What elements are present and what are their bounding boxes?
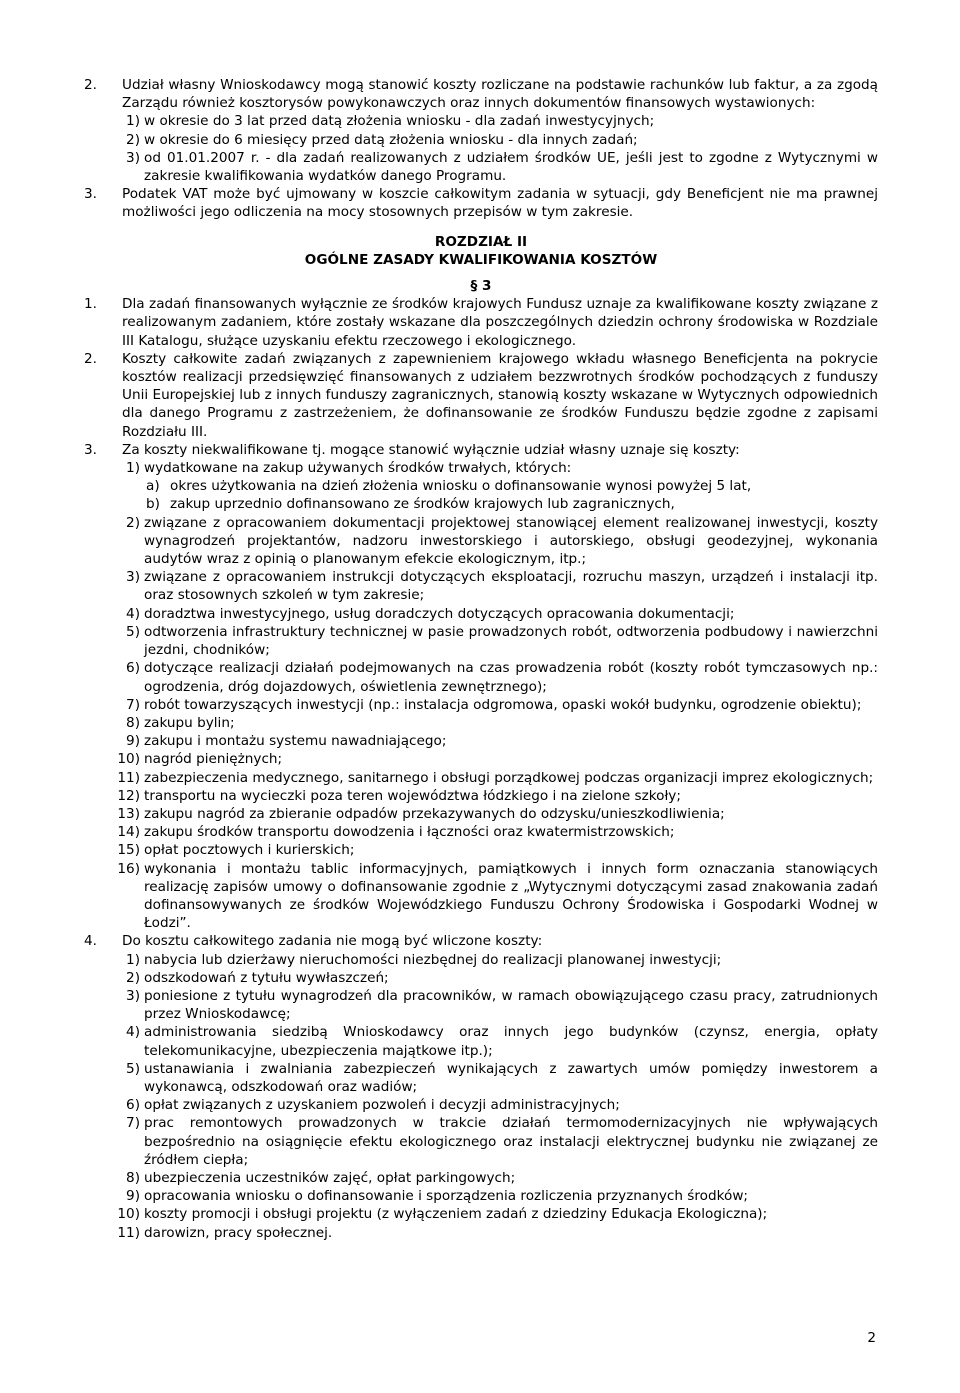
list-item bbox=[84, 441, 878, 459]
sub-item-text: opracowania wniosku o dofinansowanie i sporządzenia rozliczenia przyznanych środków; bbox=[144, 1188, 749, 1205]
sub-item bbox=[84, 1060, 878, 1096]
sub-item-number: 4) bbox=[126, 1024, 140, 1041]
sub-item bbox=[84, 459, 878, 477]
sub-item bbox=[84, 1096, 878, 1114]
list-item bbox=[84, 350, 878, 441]
sub-item bbox=[84, 1205, 878, 1223]
list-item bbox=[84, 185, 878, 221]
list-item bbox=[84, 295, 878, 350]
sub-item bbox=[84, 131, 878, 149]
section-list-1 bbox=[84, 76, 878, 222]
sub-item bbox=[84, 841, 878, 859]
sub-item-text: ustanawiania i zwalniania zabezpieczeń wynikających z zawartych umów pomiędzy inwestorem a wykonawcą, odszkodowań oraz wadiów; bbox=[144, 1060, 878, 1095]
sub-item-number: 16) bbox=[117, 860, 140, 877]
sub-item-number: 10) bbox=[117, 751, 140, 768]
sub-item bbox=[84, 514, 878, 569]
sub-item-text: zabezpieczenia medycznego, sanitarnego i obsługi porządkowej podczas organizacji imprez ekologicznych; bbox=[144, 769, 874, 786]
sub-sub-item-number: b) bbox=[146, 496, 160, 513]
sub-item bbox=[84, 1023, 878, 1059]
sub-item-text: w okresie do 6 miesięcy przed datą złożenia wniosku - dla innych zadań; bbox=[144, 131, 638, 148]
sub-sub-item-number: a) bbox=[146, 478, 160, 495]
sub-item bbox=[84, 969, 878, 987]
section-list-2 bbox=[84, 295, 878, 1242]
list-item bbox=[84, 76, 878, 112]
sub-item-number: 7) bbox=[126, 696, 140, 713]
item-text: Udział własny Wnioskodawcy mogą stanowić koszty rozliczane na podstawie rachunków lub faktur, a za zgodą Zarządu również kosztorysów powykonawczych oraz innych dokumentów finansowych wystawionych: bbox=[122, 77, 878, 112]
sub-item bbox=[84, 732, 878, 750]
list-item bbox=[84, 932, 878, 950]
sub-item bbox=[84, 605, 878, 623]
sub-item-number: 2) bbox=[126, 131, 140, 148]
sub-item bbox=[84, 568, 878, 604]
sub-sub-item-text: zakup uprzednio dofinansowano ze środków krajowych lub zagranicznych, bbox=[170, 496, 675, 513]
sub-item-number: 3) bbox=[126, 987, 140, 1004]
document-body bbox=[84, 76, 878, 1242]
sub-item-text: opłat pocztowych i kurierskich; bbox=[144, 842, 355, 859]
item-text: Za koszty niekwalifikowane tj. mogące stanowić wyłącznie udział własny uznaje się koszty: bbox=[122, 441, 740, 458]
sub-item-number: 12) bbox=[117, 787, 140, 804]
item-number: 1. bbox=[84, 296, 97, 313]
sub-item-text: doradztwa inwestycyjnego, usług doradczych dotyczących opracowania dokumentacji; bbox=[144, 605, 735, 622]
sub-item bbox=[84, 1187, 878, 1205]
sub-item-text: ubezpieczenia uczestników zajęć, opłat parkingowych; bbox=[144, 1169, 516, 1186]
sub-item bbox=[84, 987, 878, 1023]
item-text: Podatek VAT może być ujmowany w koszcie całkowitym zadania w sytuacji, gdy Beneficjent nie ma prawnej możliwości jego odliczenia na mocy stosownych przepisów w tym zakresie. bbox=[122, 186, 878, 221]
sub-item-number: 13) bbox=[117, 805, 140, 822]
sub-item bbox=[84, 112, 878, 130]
sub-item bbox=[84, 623, 878, 659]
sub-item-number: 6) bbox=[126, 1097, 140, 1114]
item-number: 3. bbox=[84, 186, 97, 203]
sub-item-number: 1) bbox=[126, 951, 140, 968]
item-text: Dla zadań finansowanych wyłącznie ze środków krajowych Fundusz uznaje za kwalifikowane koszty związane z realizowanym zadaniem, które zostały wskazane dla poszczególnych dziedzin ochrony środowiska w Rozdziale III Katalogu, służące uzyskaniu efektu rzeczowego i ekologicznego. bbox=[122, 296, 878, 349]
item-text: Do kosztu całkowitego zadania nie mogą być wliczone koszty: bbox=[122, 933, 543, 950]
sub-sub-item bbox=[84, 495, 878, 513]
sub-item-number: 2) bbox=[126, 514, 140, 531]
sub-item bbox=[84, 951, 878, 969]
sub-item bbox=[84, 1169, 878, 1187]
sub-item-text: prac remontowych prowadzonych w trakcie działań termomodernizacyjnych nie wpływających bezpośrednio na osiągnięcie efektu ekologicznego oraz instalacji elektrycznej budynku nie związanej ze źródłem ciepła; bbox=[144, 1115, 878, 1168]
item-number: 2. bbox=[84, 77, 97, 93]
sub-item-text: odszkodowań z tytułu wywłaszczeń; bbox=[144, 969, 389, 986]
sub-item-number: 1) bbox=[126, 460, 140, 477]
sub-item-number: 8) bbox=[126, 714, 140, 731]
sub-item-text: zakupu i montażu systemu nawadniającego; bbox=[144, 733, 447, 750]
sub-sub-item-text: okres użytkowania na dzień złożenia wniosku o dofinansowanie wynosi powyżej 5 lat, bbox=[170, 478, 752, 495]
item-number: 4. bbox=[84, 933, 97, 950]
sub-item-text: robót towarzyszących inwestycji (np.: instalacja odgromowa, opaski wokół budynku, ogrodzenie obiektu); bbox=[144, 696, 862, 713]
sub-item-text: nagród pieniężnych; bbox=[144, 751, 283, 768]
sub-item-text: opłat związanych z uzyskaniem pozwoleń i decyzji administracyjnych; bbox=[144, 1097, 620, 1114]
sub-item-text: koszty promocji i obsługi projektu (z wyłączeniem zadań z dziedziny Edukacja Ekologiczna); bbox=[144, 1206, 768, 1223]
sub-item-text: zakupu nagród za zbieranie odpadów przekazywanych do odzysku/unieszkodliwienia; bbox=[144, 805, 725, 822]
sub-item-text: zakupu bylin; bbox=[144, 714, 235, 731]
sub-item-number: 7) bbox=[126, 1115, 140, 1132]
sub-item-text: od 01.01.2007 r. - dla zadań realizowanych z udziałem środków UE, jeśli jest to zgodne z Wytycznymi w zakresie kwalifikowania wydatków danego Programu. bbox=[144, 149, 878, 185]
sub-sub-item bbox=[84, 477, 878, 495]
sub-item-text: związane z opracowaniem dokumentacji projektowej stanowiącej element realizowanej inwestycji, koszty wynagrodzeń projektantów, nadzoru inwestorskiego i autorskiego, obsługi geodezyjnej, wykonania audytów wraz z opinią o planowanym efekcie ekologicznym, itp.; bbox=[144, 514, 878, 568]
sub-item-text: wykonania i montażu tablic informacyjnych, pamiątkowych i innych form oznaczania stanowiących realizację zapisów umowy o dofinansowanie zgodnie z „Wytycznymi dotyczącymi zasad znakowania zadań dofinansowywanych ze środków Wojewódzkiego Funduszu Ochrony Środowiska i Gospodarki Wodnej w Łodzi”. bbox=[144, 860, 878, 932]
sub-item-number: 1) bbox=[126, 113, 140, 130]
sub-item bbox=[84, 659, 878, 695]
sub-item-text: w okresie do 3 lat przed datą złożenia wniosku - dla zadań inwestycyjnych; bbox=[144, 113, 655, 130]
sub-item bbox=[84, 714, 878, 732]
sub-item-text: darowizn, pracy społecznej. bbox=[144, 1224, 333, 1241]
sub-item-number: 9) bbox=[126, 1188, 140, 1205]
sub-item-text: zakupu środków transportu dowodzenia i łączności oraz kwatermistrzowskich; bbox=[144, 824, 675, 841]
paragraph-mark: § 3 bbox=[470, 278, 492, 295]
sub-item-text: związane z opracowaniem instrukcji dotyczących eksploatacji, rozruchu maszyn, urządzeń i instalacji itp. oraz stosownych szkoleń w tym zakresie; bbox=[144, 569, 878, 604]
item-number: 2. bbox=[84, 350, 97, 367]
sub-item-text: wydatkowane na zakup używanych środków trwałych, których: bbox=[144, 460, 572, 477]
sub-item bbox=[84, 805, 878, 823]
sub-item bbox=[84, 1114, 878, 1169]
sub-item-text: odtworzenia infrastruktury technicznej w pasie prowadzonych robót, odtworzenia podbudowy i nawierzchni jezdni, chodników; bbox=[144, 623, 878, 659]
sub-item bbox=[84, 860, 878, 933]
chapter-title: OGÓLNE ZASADY KWALIFIKOWANIA KOSZTÓW bbox=[304, 251, 658, 268]
page-number: 2 bbox=[867, 1330, 876, 1346]
sub-item-number: 14) bbox=[117, 824, 140, 841]
sub-item-number: 3) bbox=[126, 569, 140, 586]
sub-item-number: 5) bbox=[126, 623, 140, 640]
sub-item bbox=[84, 823, 878, 841]
sub-item-number: 15) bbox=[117, 842, 140, 859]
sub-item-number: 3) bbox=[126, 149, 140, 166]
sub-item bbox=[84, 787, 878, 805]
sub-item-number: 2) bbox=[126, 969, 140, 986]
sub-item-number: 8) bbox=[126, 1169, 140, 1186]
item-text: Koszty całkowite zadań związanych z zapewnieniem krajowego wkładu własnego Beneficjenta na pokrycie kosztów realizacji przedsięwzięć finansowanych z udziałem bezzwrotnych środków pochodzących z funduszy Unii Europejskiej lub z innych funduszy zagranicznych, stanowią koszty wskazane w Wytycznych odpowiednich dla danego Programu z zastrzeżeniem, że dofinansowanie ze środków Funduszu będzie zgodne z zapisami Rozdziału III. bbox=[122, 350, 878, 440]
sub-item-number: 10) bbox=[117, 1206, 140, 1223]
sub-item-text: dotyczące realizacji działań podejmowanych na czas prowadzenia robót (koszty robót tymczasowych np.: ogrodzenia, dróg dojazdowych, oświetlenia zewnętrznego); bbox=[144, 660, 878, 695]
sub-item bbox=[84, 696, 878, 714]
item-number: 3. bbox=[84, 441, 97, 458]
sub-item-text: transportu na wycieczki poza teren województwa łódzkiego i na zielone szkoły; bbox=[144, 787, 681, 804]
chapter-heading: ROZDZIAŁ II bbox=[434, 233, 528, 250]
sub-item-number: 11) bbox=[117, 1224, 140, 1241]
sub-item-number: 11) bbox=[117, 769, 140, 786]
sub-item-number: 4) bbox=[126, 605, 140, 622]
sub-item-text: nabycia lub dzierżawy nieruchomości niezbędnej do realizacji planowanej inwestycji; bbox=[144, 951, 722, 968]
sub-item bbox=[84, 1224, 878, 1242]
sub-item bbox=[84, 769, 878, 787]
sub-item bbox=[84, 750, 878, 768]
sub-item-text: administrowania siedzibą Wnioskodawcy oraz innych jego budynków (czynsz, energia, opłaty telekomunikacyjne, ubezpieczenia majątkowe itp.); bbox=[144, 1024, 878, 1059]
sub-item-number: 6) bbox=[126, 660, 140, 677]
sub-item-number: 9) bbox=[126, 733, 140, 750]
sub-item-text: poniesione z tytułu wynagrodzeń dla pracowników, w ramach obowiązującego czasu pracy, zatrudnionych przez Wnioskodawcę; bbox=[144, 987, 878, 1023]
sub-item-number: 5) bbox=[126, 1060, 140, 1077]
sub-item bbox=[84, 149, 878, 185]
